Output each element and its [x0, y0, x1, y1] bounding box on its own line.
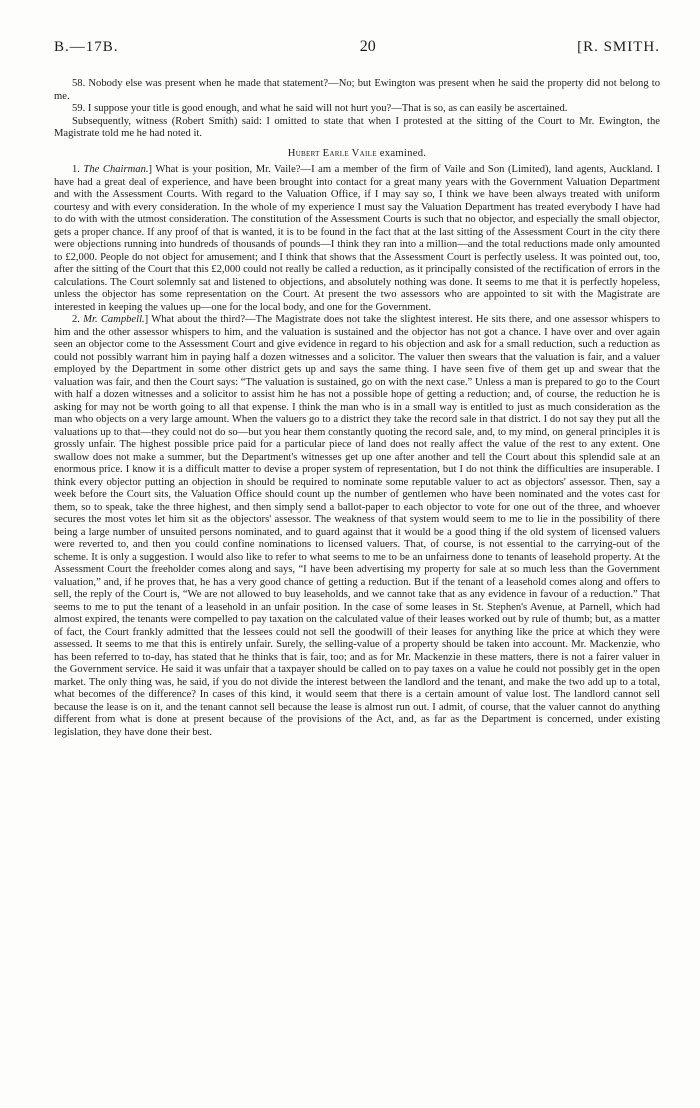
paragraph-2-text: ] What about the third?—The Magistrate does not take the slightest interest. He sits there, and one assessor whispers to him and the other assessor whispers to him, and the valuation is sustained and the objector has not got a chance. I have over and over again seen an objector come to the Assessment Court and give evidence in regard to his objection and ask for a small reduction, such a reduction as could not possibly warrant him in paying half a dozen witnesses and a solicitor. The valuer then swears that the valuation is fair, and a valuer employed by the Department in some other district gets up and says the same thing. I have seen five of them get up and swear that the valuation was fair, and then the Court says: “The valuation is sustained, go on with the next case.” Unless a man is prepared to go to the Court with half a dozen witnesses and a solicitor to assist him he has not a possible hope of getting a reduction; and, of course, the reduction he is asking for may not be worth going to all that expense. I think the man who is in a small way is entitled to just as much consideration as the man who objects on a very large amount. When the valuers go to a district they take the record sale in that district. I do not say they put all the valuations up to that—they could not do so—but you hear them constantly quoting the record sale, and, to my mind, on general principles it is grossly unfair. The highest possible price paid for a particular piece of land does not really affect the value of the rest to any extent. One swallow does not make a summer, but the Department's witnesses get up one after another and tell the Court about this splendid sale at an enormous price. I know it is a difficult matter to devise a proper system of representation, but I do not think the difficulties are insuperable. I think every objector putting an objection in should be required to nominate some reputable valuer to act as objectors' assessor. Then, say a week before the Court sits, the Valuation Office should count up the number of gentlemen who have been nominated and the votes cast for them, so to speak, take the three highest, and then simply send a ballot-paper to each objector to vote for one out of the three, and whoever secures the most votes let him sit as the objectors' assessor. The weakness of that system would seem to me to lie in the possibility of there being a large number of unsuited persons nominated, and to guard against that it would be a good thing if the old system of licensed valuers were reverted to, and then you could confine nominations to licensed valuers. That, of course, is not essential to the carrying-out of the scheme. It is only a suggestion. I would also like to refer to what seems to me to be an unfairness done to tenants of leasehold property. At the Assessment Court the freeholder comes along and says, “I have been advertising my property for sale at so much less than the Government valuation,” and, if he proves that, he has a very good chance of getting a reduction. But if the tenant of a leasehold comes along and offers to sell, the reply of the Court is, “We are not allowed to buy leaseholds, and we cannot take that as any evidence in favour of a reduction.” That seems to me to put the tenant of a leasehold in an unfair position. In the case of some leases in St. Stephen's Avenue, at Parnell, which had almost expired, the tenants were compelled to pay taxation on the calculated value of their leases worked out by rule of thumb; but, as a matter of fact, the Court frankly admitted that the lessees could not sell the goodwill of their leases for anything like the price at which they were assessed. It seems to me that this is entirely unfair. Surely, the selling-value of a property should be taken into account. Mr. Mackenzie, who has been referred to to-day, has stated that he thinks that is fair, too; and as for Mr. Mackenzie in these matters, there is not a fairer valuer in the Government service. He said it was unfair that a taxpayer should be called on to pay taxes on a value he could not possibly get in the open market. The only thing was, he said, if you do not divide the interest between the landlord and the tenant, and make the two add up to a total, what becomes of the difference? In cases of this kind, it would seem that there is a certain amount of value lost. The landlord cannot sell because the lease is on it, and the tenant cannot sell because the lease is almost run out. I admit, of course, that the valuer cannot do anything different from what is done at present because of the provisions of the Act, and, as far as the Department is concerned, under existing legislation, they have done their best.: [54, 314, 660, 738]
page-number: 20: [359, 38, 376, 55]
witness-heading-suffix: examined.: [379, 147, 427, 159]
paragraph-2-speaker: Mr. Campbell.: [83, 314, 145, 325]
question-59: 59. I suppose your title is good enough, and what he said will not hurt you?—That is so, as can easily be ascertained.: [72, 103, 568, 114]
subsequent-statement: Subsequently, witness (Robert Smith) said: I omitted to state that when I protested at the sitting of the Court to Mr. Ewington, the Magistrate told me he had noted it.: [54, 115, 660, 139]
paragraph-1-text: ] What is your position, Mr. Vaile?—I am a member of the firm of Vaile and Son (Limited), land agents, Auckland. I have had a great deal of experience, and have been brought into contact for a great many years with the Government Valuation Department and with the Assessment Courts. With regard to the Valuation Office, if I may say so, I think we have been always treated with uniform courtesy and with every consideration. In the whole of my experience I must say the Valuation Department has treated everybody I have had to do with with the utmost consideration. The constitution of the Assessment Courts is such that no objector, and especially the small objector, gets a proper chance. If any proof of that is wanted, it is to be found in the fact that at the last sitting of the Assessment Court in the city there were objections running into hundreds of thousands of pounds—I think they ran into a million—and the total reductions made only amounted to £2,000. People do not object for amusement; and I think that shows that the Assessment Court is perfectly useless. It was pointed out, too, after the sitting of the Court that this £2,000 could not really be called a reduction, as it principally consisted of the rectification of errors in the calculations. The Court solemnly sat and listened to objections, and absolutely nothing was done. It seems to me that it is perfectly hopeless, unless the objector has some representation on the Court. At present the two assessors who are appointed to sit with the Magistrate are interested in keeping the values up—one for the local body, and one for the Government.: [54, 164, 661, 313]
evidence-paragraph-2: [54, 314, 660, 739]
paragraph-1-number: 1.: [72, 164, 84, 175]
page-header: [54, 38, 660, 64]
evidence-paragraph-1: [54, 164, 660, 314]
parliamentary-paper-reference: B.—17B.: [54, 39, 119, 55]
document-body: [54, 78, 660, 739]
question-58: 58. Nobody else was present when he made that statement?—No; but Ewington was present when he said the property did not belong to me.: [54, 78, 660, 102]
paragraph-2-number: 2.: [72, 314, 84, 325]
witness-heading: [54, 148, 660, 161]
witness-name: Hubert Earle Vaile: [287, 147, 377, 159]
paragraph-1-speaker: The Chairman.: [83, 164, 149, 175]
witness-reference: [R. SMITH.: [577, 39, 660, 55]
